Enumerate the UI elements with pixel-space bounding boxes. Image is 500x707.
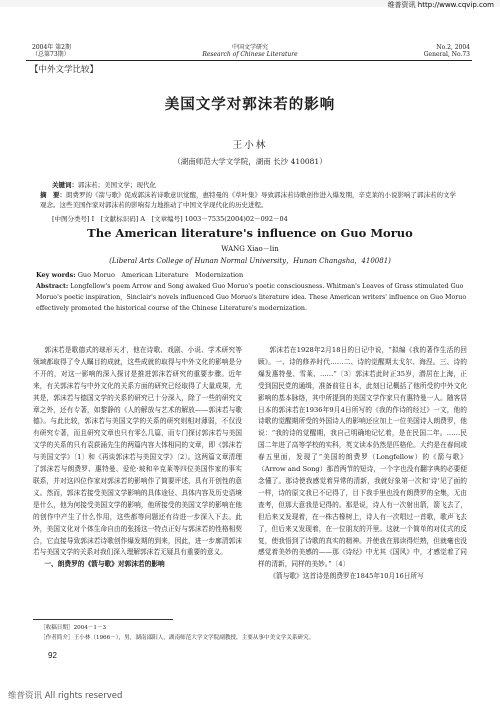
header-journal-cn: 中国文学研究 — [231, 44, 268, 51]
category-label: 【中外文学比较】 — [30, 65, 99, 75]
header-rule — [26, 60, 472, 61]
article-title-en: The American literature's influence on Guo Moruo — [87, 226, 413, 240]
keywords-cn-label: 关键词： — [52, 181, 78, 189]
keywords-cn — [52, 180, 156, 189]
abstract-en-text: Longfellow's poem Arrow and Song awaked Guo Moruo's poetic consciousness. Whitman's Leaves of Grass stimulated Guo Moruo's poetic inspiration，Sinclair's novels influenced Guo Moruo's literature idea. These American writers' influence on Guo Moruo effectively promoted the historical course of the Chinese Literature's modernization. — [36, 283, 467, 312]
abstract-en — [36, 281, 468, 314]
affiliation-cn: （湖南师范大学文学院，湖南 长沙 410081） — [173, 157, 327, 166]
abstract-cn-text: 朗费罗的《箭与歌》促成郭沫若诗歌意识觉醒，惠特曼的《草叶集》导致郭沫若诗歌创作进入爆发期，辛克莱的小说影响了郭沫若的文学观念。这些美国作家对郭沫若的影响有力地推动了中国文学现代化的历史进程。 — [40, 191, 456, 209]
keywords-cn-text: 郭沫若；美国文学；现代化 — [78, 181, 156, 189]
abstract-en-label: Abstract: — [36, 283, 69, 290]
footnote-received: ［收稿日期］2004－1－3 — [40, 625, 107, 631]
body-column-left — [33, 345, 242, 571]
header-journal-en: Research of Chinese Literature — [202, 51, 298, 58]
header-issue — [32, 44, 71, 58]
footnote-rule — [33, 619, 173, 620]
header-issue-total: （总第73期） — [32, 51, 70, 58]
keywords-en — [36, 270, 243, 279]
abstract-cn — [40, 190, 460, 210]
body-paragraph: 郭沫若在1928年2月18日的日记中说，“拟编《我的著作生活的回顾》。一、诗的修养时代……二、诗的觉醒期太戈尔、海涅。三、诗的爆发惠特曼、雪莱、……”〔3〕郭沫若此时正35岁，潜居在上海，正受到国民党的通缉，准备前往日本，此刻日记概括了他所受的中外文化影响的基本脉络，其中所提到的美国文学作家只有惠特曼一人。随客居日本的郭沫若在1936年9月4日所写的《我的作诗的经过》一文，他的诗歌的觉醒期所受的外国诗人的影响还应加上一位美国诗人朗费罗，他说：“我的诗的觉醒期，我自己明确地记忆着，是在民国二年。……民国二年进了高等学校的实科，英文读本仍然是匹格伦。大约是在春间或春五里面，发现了“美国的朗费罗（Longfellow）的《箭与歌》（Arrow and Song）那首两节的短诗，一个字也没有翻字典的必要便念懂了。那诗使我感觉着异常的清新，我就好象第一次和‘诗’见了面的一样，诗的原文我已不记得了，目下我手里也没有朗费罗的全集，无由查考，但那大意我是记得的。那是说，诗人有一次射出箭，箭飞去了，但后来又发现着，在一株古橡树上，诗人有一次唱过一首歌，歌声飞去了，但后来又发现着，在一位朋友的开里。这就一个简单的对仗式的反复，使我悟到了诗歌的真实的精神。并使我在那读得烂熟，但就毫也没感觉着美妙的美感的——那《诗经》中尤其《国风》中，才感觉着了同样的清新，同样的美妙。”〔4〕 — [258, 346, 467, 569]
section-heading: 一、朗费罗的《箭与歌》对郭沫若的影响 — [44, 560, 165, 569]
header-number — [424, 44, 470, 58]
body-paragraph: 《箭与歌》这首诗是朗费罗在1845年10月16日所写 — [269, 572, 424, 581]
body-column-right — [258, 345, 467, 583]
keywords-en-label: Key words: — [36, 271, 76, 279]
footnote-author-bio: ［作者简介］王小林（1966－），男，湖南邵阳人，湖南师范大学文学院副教授，主要从事中美文学关系研究。 — [40, 635, 315, 641]
keywords-en-text: Guo Moruo American Literature Modernization — [77, 271, 244, 279]
abstract-cn-label: 摘 要： — [40, 191, 66, 199]
page-number: 92 — [48, 651, 57, 660]
header-number-line: No.2, 2004 — [436, 44, 470, 51]
header-number-general: General, No.73 — [423, 51, 470, 58]
corner-watermark: 维普资讯 http://www.cqvip.com — [387, 1, 494, 9]
header-issue-line: 2004年 第2期 — [32, 44, 71, 51]
author-en: WANG Xiao－lin — [221, 245, 279, 253]
author-cn: 王小林 — [232, 140, 268, 151]
article-title-cn: 美国文学对郭沫若的影响 — [164, 96, 336, 113]
header-journal — [150, 44, 350, 58]
affiliation-en: (Liberal Arts College of Hunan Normal University，Hunan Changsha，410081) — [109, 257, 391, 265]
bottom-watermark: 维普资讯 All rights reserved — [8, 691, 123, 701]
body-paragraph: 郭沫若是歌德式的球形天才，他在诗歌、戏剧、小说、学术研究等领域都取得了令人瞩目的成就，这些成就的取得与中外文化的影响是分不开的，对这一影响的深入探讨是推进郭沫若研究的重要步骤。近年来，有关郭沫若与中外文化的关系方面的研究已经取得了大量成果，尤其是，郭沫若与德国文学的关系的研究已十分深入，除了一些的研究文章之外，还有专著，如黎静的《人的解放与艺术的解放——郭沫若与歌德》。与此比较，郭沫若与美国文学的关系的研究则相对薄弱，不仅没有研究专著，而且研究文章也只有零么几篇，而专门探讨郭沫若与美国文学的关系的只有袁荻涌先生的两篇内容大体相同的文章，即《郭沫若与美国文学》〔1〕和《再谈郭沫若与美国文学》〔2〕。这两篇文章清理了郭沫若与朗费罗、惠特曼、爱伦·坡和辛克莱等四位美国作家的事实联系，并对这四位作家对郭沫若的影响作了简要评述，具有开创性的意义。然而，郭沫若接受美国文学影响的具体途径、具体内容及历史语境是什么，他为何接受美国文学的影响，他所接受的美国文学的影响在他的创作中产生了什么作用，这些都等问题还有待进一步深入下去。此外，美国文化对个体生命自由的张扬这一特点正好与郭沫若的性格相契合，它直接导致郭沫若诗歌创作爆发期的到来，因此，进一步廓清郭沫若与美国文学的关系对我们深入理解郭沫若无疑具有重要的意义。 — [33, 346, 242, 557]
classification-line: [中图分类号] I [文献标识码] A [文章编号] 1003－7535(2004)02－092－04 — [52, 215, 288, 223]
